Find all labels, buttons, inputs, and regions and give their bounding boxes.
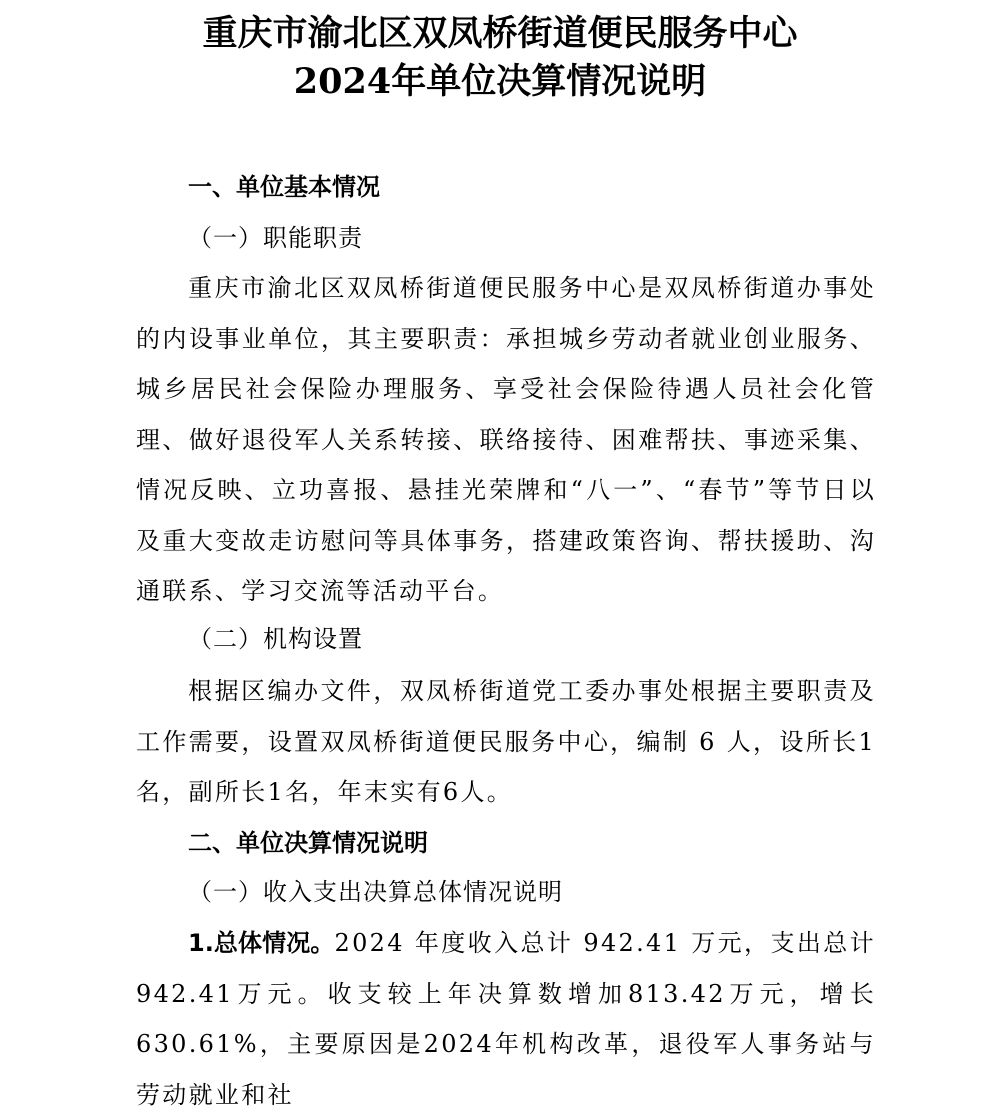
- subheading-income-expenditure: （一）收入支出决算总体情况说明: [188, 878, 563, 906]
- paragraph-organization: [136, 666, 876, 818]
- paragraph-organization-text: 根据区编办文件，双凤桥街道党工委办事处根据主要职责及工作需要，设置双凤桥街道便民服务中心，编制 6 人，设所长1名，副所长1名，年末实有6人。: [136, 677, 876, 806]
- section-heading-final-accounts: 二、单位决算情况说明: [188, 829, 428, 857]
- paragraph-overall-lead: 1.总体情况。: [188, 929, 335, 957]
- paragraph-duties: [136, 263, 876, 617]
- document-title-line-1: 重庆市渝北区双凤桥街道便民服务中心: [202, 13, 798, 54]
- document-title-line-2: 2024年单位决算情况说明: [293, 61, 707, 102]
- subheading-organization: （二）机构设置: [188, 625, 363, 653]
- paragraph-duties-text: 重庆市渝北区双凤桥街道便民服务中心是双凤桥街道办事处的内设事业单位，其主要职责：承担城乡劳动者就业创业服务、城乡居民社会保险办理服务、享受社会保险待遇人员社会化管理、做好退役军人关系转接、联络接待、困难帮扶、事迹采集、情况反映、立功喜报、悬挂光荣牌和“八一”、“春节”等节日以及重大变故走访慰问等具体事务，搭建政策咨询、帮扶援助、沟通联系、学习交流等活动平台。: [136, 274, 876, 605]
- paragraph-overall-text: 2024 年度收入总计 942.41 万元，支出总计942.41万元。收支较上年决算数增加813.42万元，增长630.61%，主要原因是2024年机构改革，退役军人事务站与劳动就业和社: [136, 929, 876, 1109]
- section-heading-basic-info: 一、单位基本情况: [188, 173, 380, 201]
- subheading-duties: （一）职能职责: [188, 224, 363, 252]
- paragraph-overall: [136, 918, 876, 1120]
